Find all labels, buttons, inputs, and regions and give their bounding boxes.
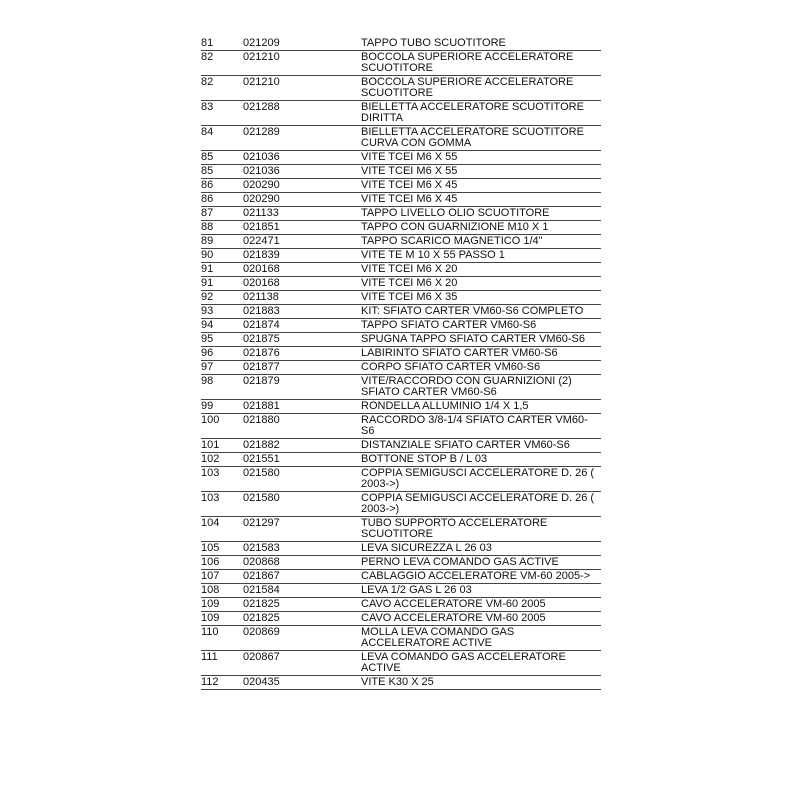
table-row — [201, 263, 601, 277]
part-code-cell: 021138 — [243, 291, 361, 305]
table-row — [201, 626, 601, 651]
part-description-cell: RACCORDO 3/8-1/4 SFIATO CARTER VM60-S6 — [361, 414, 601, 439]
part-position-cell: 88 — [201, 221, 243, 235]
part-position-cell: 89 — [201, 235, 243, 249]
part-description-cell: TAPPO SCARICO MAGNETICO 1/4" — [361, 235, 601, 249]
part-description-cell: TAPPO LIVELLO OLIO SCUOTITORE — [361, 207, 601, 221]
table-row — [201, 221, 601, 235]
table-row — [201, 249, 601, 263]
table-row — [201, 333, 601, 347]
table-row — [201, 51, 601, 76]
part-position-cell: 107 — [201, 570, 243, 584]
part-code-cell: 021584 — [243, 584, 361, 598]
part-code-cell: 021881 — [243, 400, 361, 414]
part-code-cell: 021297 — [243, 517, 361, 542]
part-position-cell: 85 — [201, 165, 243, 179]
part-code-cell: 021210 — [243, 51, 361, 76]
part-description-cell: CAVO ACCELERATORE VM-60 2005 — [361, 612, 601, 626]
table-row — [201, 400, 601, 414]
part-code-cell: 021875 — [243, 333, 361, 347]
part-position-cell: 87 — [201, 207, 243, 221]
part-description-cell: BIELLETTA ACCELERATORE SCUOTITORE CURVA CON GOMMA — [361, 126, 601, 151]
table-row — [201, 542, 601, 556]
part-code-cell: 020868 — [243, 556, 361, 570]
part-description-cell: BOCCOLA SUPERIORE ACCELERATORE SCUOTITORE — [361, 51, 601, 76]
part-description-cell: LEVA SICUREZZA L 26 03 — [361, 542, 601, 556]
table-row — [201, 361, 601, 375]
table-row — [201, 570, 601, 584]
part-position-cell: 112 — [201, 676, 243, 690]
part-code-cell: 020290 — [243, 179, 361, 193]
part-code-cell: 020435 — [243, 676, 361, 690]
part-code-cell: 021209 — [243, 37, 361, 51]
part-position-cell: 83 — [201, 101, 243, 126]
part-code-cell: 021288 — [243, 101, 361, 126]
part-code-cell: 021551 — [243, 453, 361, 467]
table-row — [201, 453, 601, 467]
table-row — [201, 598, 601, 612]
part-position-cell: 110 — [201, 626, 243, 651]
part-description-cell: PERNO LEVA COMANDO GAS ACTIVE — [361, 556, 601, 570]
part-description-cell: VITE TCEI M6 X 45 — [361, 193, 601, 207]
part-description-cell: VITE TCEI M6 X 55 — [361, 151, 601, 165]
part-code-cell: 020869 — [243, 626, 361, 651]
part-description-cell: CABLAGGIO ACCELERATORE VM-60 2005-> — [361, 570, 601, 584]
part-description-cell: SPUGNA TAPPO SFIATO CARTER VM60-S6 — [361, 333, 601, 347]
part-code-cell: 021879 — [243, 375, 361, 400]
table-row — [201, 467, 601, 492]
part-code-cell: 021580 — [243, 492, 361, 517]
part-position-cell: 94 — [201, 319, 243, 333]
part-description-cell: COPPIA SEMIGUSCI ACCELERATORE D. 26 ( 2003->) — [361, 492, 601, 517]
part-code-cell: 020168 — [243, 263, 361, 277]
part-code-cell: 021289 — [243, 126, 361, 151]
part-position-cell: 106 — [201, 556, 243, 570]
part-description-cell: LEVA COMANDO GAS ACCELERATORE ACTIVE — [361, 651, 601, 676]
part-description-cell: VITE/RACCORDO CON GUARNIZIONI (2) SFIATO CARTER VM60-S6 — [361, 375, 601, 400]
part-code-cell: 021876 — [243, 347, 361, 361]
table-row — [201, 76, 601, 101]
part-position-cell: 108 — [201, 584, 243, 598]
parts-table-body — [201, 37, 601, 690]
table-row — [201, 517, 601, 542]
part-code-cell: 020867 — [243, 651, 361, 676]
part-description-cell: BOTTONE STOP B / L 03 — [361, 453, 601, 467]
part-description-cell: CAVO ACCELERATORE VM-60 2005 — [361, 598, 601, 612]
part-position-cell: 109 — [201, 612, 243, 626]
part-description-cell: VITE TCEI M6 X 35 — [361, 291, 601, 305]
part-position-cell: 97 — [201, 361, 243, 375]
part-code-cell: 021867 — [243, 570, 361, 584]
part-position-cell: 102 — [201, 453, 243, 467]
part-code-cell: 021036 — [243, 151, 361, 165]
part-description-cell: BOCCOLA SUPERIORE ACCELERATORE SCUOTITORE — [361, 76, 601, 101]
table-row — [201, 319, 601, 333]
part-description-cell: TUBO SUPPORTO ACCELERATORE SCUOTITORE — [361, 517, 601, 542]
part-position-cell: 111 — [201, 651, 243, 676]
part-position-cell: 99 — [201, 400, 243, 414]
part-code-cell: 022471 — [243, 235, 361, 249]
part-position-cell: 104 — [201, 517, 243, 542]
part-description-cell: CORPO SFIATO CARTER VM60-S6 — [361, 361, 601, 375]
part-position-cell: 82 — [201, 76, 243, 101]
part-description-cell: DISTANZIALE SFIATO CARTER VM60-S6 — [361, 439, 601, 453]
table-row — [201, 414, 601, 439]
part-code-cell: 021874 — [243, 319, 361, 333]
part-code-cell: 021825 — [243, 612, 361, 626]
part-position-cell: 105 — [201, 542, 243, 556]
part-description-cell: VITE K30 X 25 — [361, 676, 601, 690]
part-code-cell: 021036 — [243, 165, 361, 179]
table-row — [201, 305, 601, 319]
table-row — [201, 193, 601, 207]
part-position-cell: 86 — [201, 193, 243, 207]
table-row — [201, 439, 601, 453]
part-position-cell: 98 — [201, 375, 243, 400]
part-position-cell: 103 — [201, 492, 243, 517]
part-code-cell: 021851 — [243, 221, 361, 235]
part-code-cell: 021882 — [243, 439, 361, 453]
table-row — [201, 612, 601, 626]
part-description-cell: TAPPO CON GUARNIZIONE M10 X 1 — [361, 221, 601, 235]
part-code-cell: 020290 — [243, 193, 361, 207]
table-row — [201, 347, 601, 361]
part-position-cell: 85 — [201, 151, 243, 165]
part-code-cell: 021883 — [243, 305, 361, 319]
table-row — [201, 165, 601, 179]
part-position-cell: 95 — [201, 333, 243, 347]
table-row — [201, 556, 601, 570]
part-code-cell: 020168 — [243, 277, 361, 291]
part-description-cell: COPPIA SEMIGUSCI ACCELERATORE D. 26 ( 2003->) — [361, 467, 601, 492]
table-row — [201, 151, 601, 165]
part-description-cell: VITE TCEI M6 X 20 — [361, 263, 601, 277]
table-row — [201, 207, 601, 221]
table-row — [201, 101, 601, 126]
part-position-cell: 81 — [201, 37, 243, 51]
table-row — [201, 584, 601, 598]
table-row — [201, 179, 601, 193]
part-code-cell: 021825 — [243, 598, 361, 612]
part-code-cell: 021839 — [243, 249, 361, 263]
part-position-cell: 101 — [201, 439, 243, 453]
part-description-cell: MOLLA LEVA COMANDO GAS ACCELERATORE ACTIVE — [361, 626, 601, 651]
part-description-cell: VITE TCEI M6 X 20 — [361, 277, 601, 291]
part-description-cell: LABIRINTO SFIATO CARTER VM60-S6 — [361, 347, 601, 361]
table-row — [201, 375, 601, 400]
part-code-cell: 021877 — [243, 361, 361, 375]
part-description-cell: LEVA 1/2 GAS L 26 03 — [361, 584, 601, 598]
part-description-cell: VITE TE M 10 X 55 PASSO 1 — [361, 249, 601, 263]
part-description-cell: VITE TCEI M6 X 45 — [361, 179, 601, 193]
table-row — [201, 651, 601, 676]
part-description-cell: VITE TCEI M6 X 55 — [361, 165, 601, 179]
table-row — [201, 291, 601, 305]
part-description-cell: BIELLETTA ACCELERATORE SCUOTITORE DIRITTA — [361, 101, 601, 126]
part-position-cell: 90 — [201, 249, 243, 263]
part-code-cell: 021580 — [243, 467, 361, 492]
part-description-cell: TAPPO TUBO SCUOTITORE — [361, 37, 601, 51]
part-position-cell: 91 — [201, 277, 243, 291]
part-description-cell: TAPPO SFIATO CARTER VM60-S6 — [361, 319, 601, 333]
part-position-cell: 109 — [201, 598, 243, 612]
part-description-cell: RONDELLA ALLUMINIO 1/4 X 1,5 — [361, 400, 601, 414]
part-description-cell: KIT: SFIATO CARTER VM60-S6 COMPLETO — [361, 305, 601, 319]
part-position-cell: 92 — [201, 291, 243, 305]
parts-table — [201, 37, 601, 690]
part-position-cell: 82 — [201, 51, 243, 76]
table-row — [201, 492, 601, 517]
part-position-cell: 86 — [201, 179, 243, 193]
part-position-cell: 103 — [201, 467, 243, 492]
part-code-cell: 021133 — [243, 207, 361, 221]
table-row — [201, 277, 601, 291]
part-code-cell: 021210 — [243, 76, 361, 101]
part-position-cell: 91 — [201, 263, 243, 277]
part-position-cell: 96 — [201, 347, 243, 361]
part-position-cell: 93 — [201, 305, 243, 319]
table-row — [201, 676, 601, 690]
part-position-cell: 84 — [201, 126, 243, 151]
table-row — [201, 126, 601, 151]
part-position-cell: 100 — [201, 414, 243, 439]
table-row — [201, 37, 601, 51]
part-code-cell: 021880 — [243, 414, 361, 439]
table-row — [201, 235, 601, 249]
part-code-cell: 021583 — [243, 542, 361, 556]
